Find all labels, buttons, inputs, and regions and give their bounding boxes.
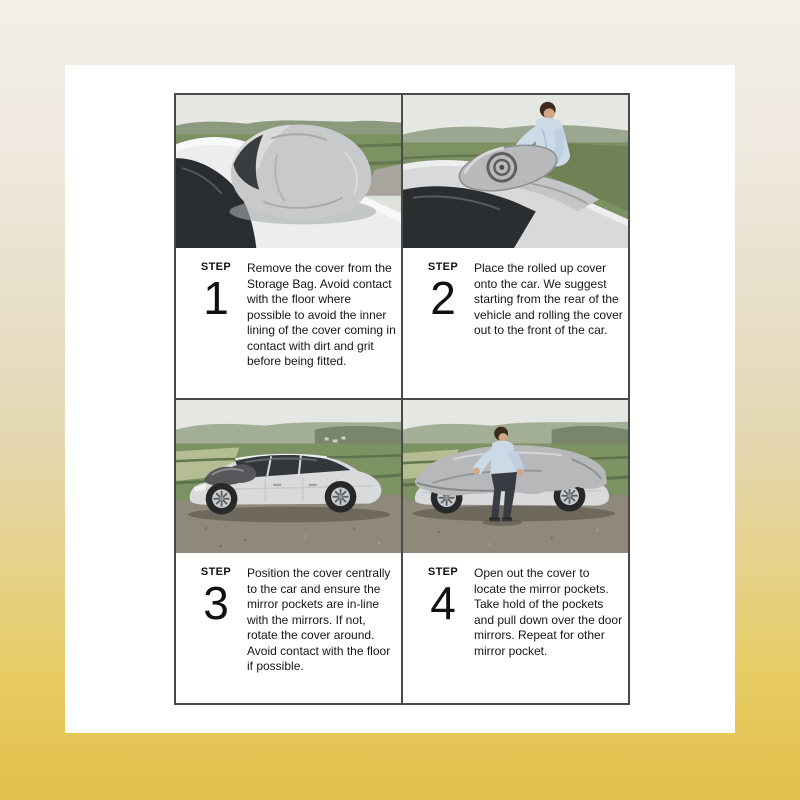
step-3-panel [175,399,402,704]
gravel-speck [550,537,553,540]
car-side-photo-illustration [176,400,401,553]
gravel-speck [487,543,490,546]
step-2-photo [403,95,628,248]
face [544,108,555,119]
gravel-speck [437,531,440,534]
right-hand [516,469,523,476]
step-indicator [192,566,240,629]
step-description: Position the cover centrally to the car and ensure the mirror pockets are in-line with the mirrors. If not, rotate the cover around. Avoid contact with the floor if possible. [247,566,391,673]
step-4-panel [402,399,629,704]
storage-bag-photo-illustration [176,95,401,248]
step-3-photo [176,400,401,553]
village-speck [333,439,338,442]
hub-cap [338,495,342,499]
cover-fitting-photo-illustration [403,400,628,553]
step-indicator [419,261,467,324]
step-number: 1 [203,272,229,324]
step-label: STEP [200,566,232,578]
door-handle [273,484,281,486]
gravel-speck [353,527,356,530]
step-description: Place the rolled up cover onto the car. We suggest starting from the rear of the vehicle and rolling the cover out to the front of the car. [474,261,623,337]
gravel-speck [219,545,222,548]
step-number: 3 [203,577,229,629]
step-3-caption [176,553,401,703]
gravel-speck [596,529,599,532]
hub-cap [444,496,448,500]
step-description: Open out the cover to locate the mirror pockets. Take hold of the pockets and pull down over the door mirrors. Repeat for other mirror pocket. [474,566,623,658]
person-shadow [482,519,522,526]
gravel-speck [244,539,247,542]
step-1-panel [175,94,402,399]
rear-wheel [325,481,357,513]
step-4-caption [403,553,628,703]
village-speck [325,438,329,441]
gravel-speck [204,527,207,530]
left-hand [473,468,480,475]
hub-cap [219,497,223,501]
step-2-panel [402,94,629,399]
step-2-caption [403,248,628,398]
rolled-cover-photo-illustration [403,95,628,248]
gravel-speck [378,542,381,545]
village-speck [342,437,346,440]
step-1-caption [176,248,401,398]
instruction-grid [174,93,630,705]
step-label: STEP [427,261,459,273]
step-label: STEP [427,566,459,578]
step-1-photo [176,95,401,248]
step-4-photo [403,400,628,553]
door-handle [309,484,317,486]
step-indicator [192,261,240,324]
step-number: 4 [430,577,456,629]
front-wheel [206,483,238,515]
white-canvas [65,65,735,733]
step-label: STEP [200,261,232,273]
step-number: 2 [430,272,456,324]
gravel-speck [303,535,306,538]
step-description: Remove the cover from the Storage Bag. Avoid contact with the floor where possible to avoid the inner lining of the cover coming in contact with dirt and grit before being fitted. [247,261,396,368]
step-indicator [419,566,467,629]
hub-cap [567,494,571,498]
